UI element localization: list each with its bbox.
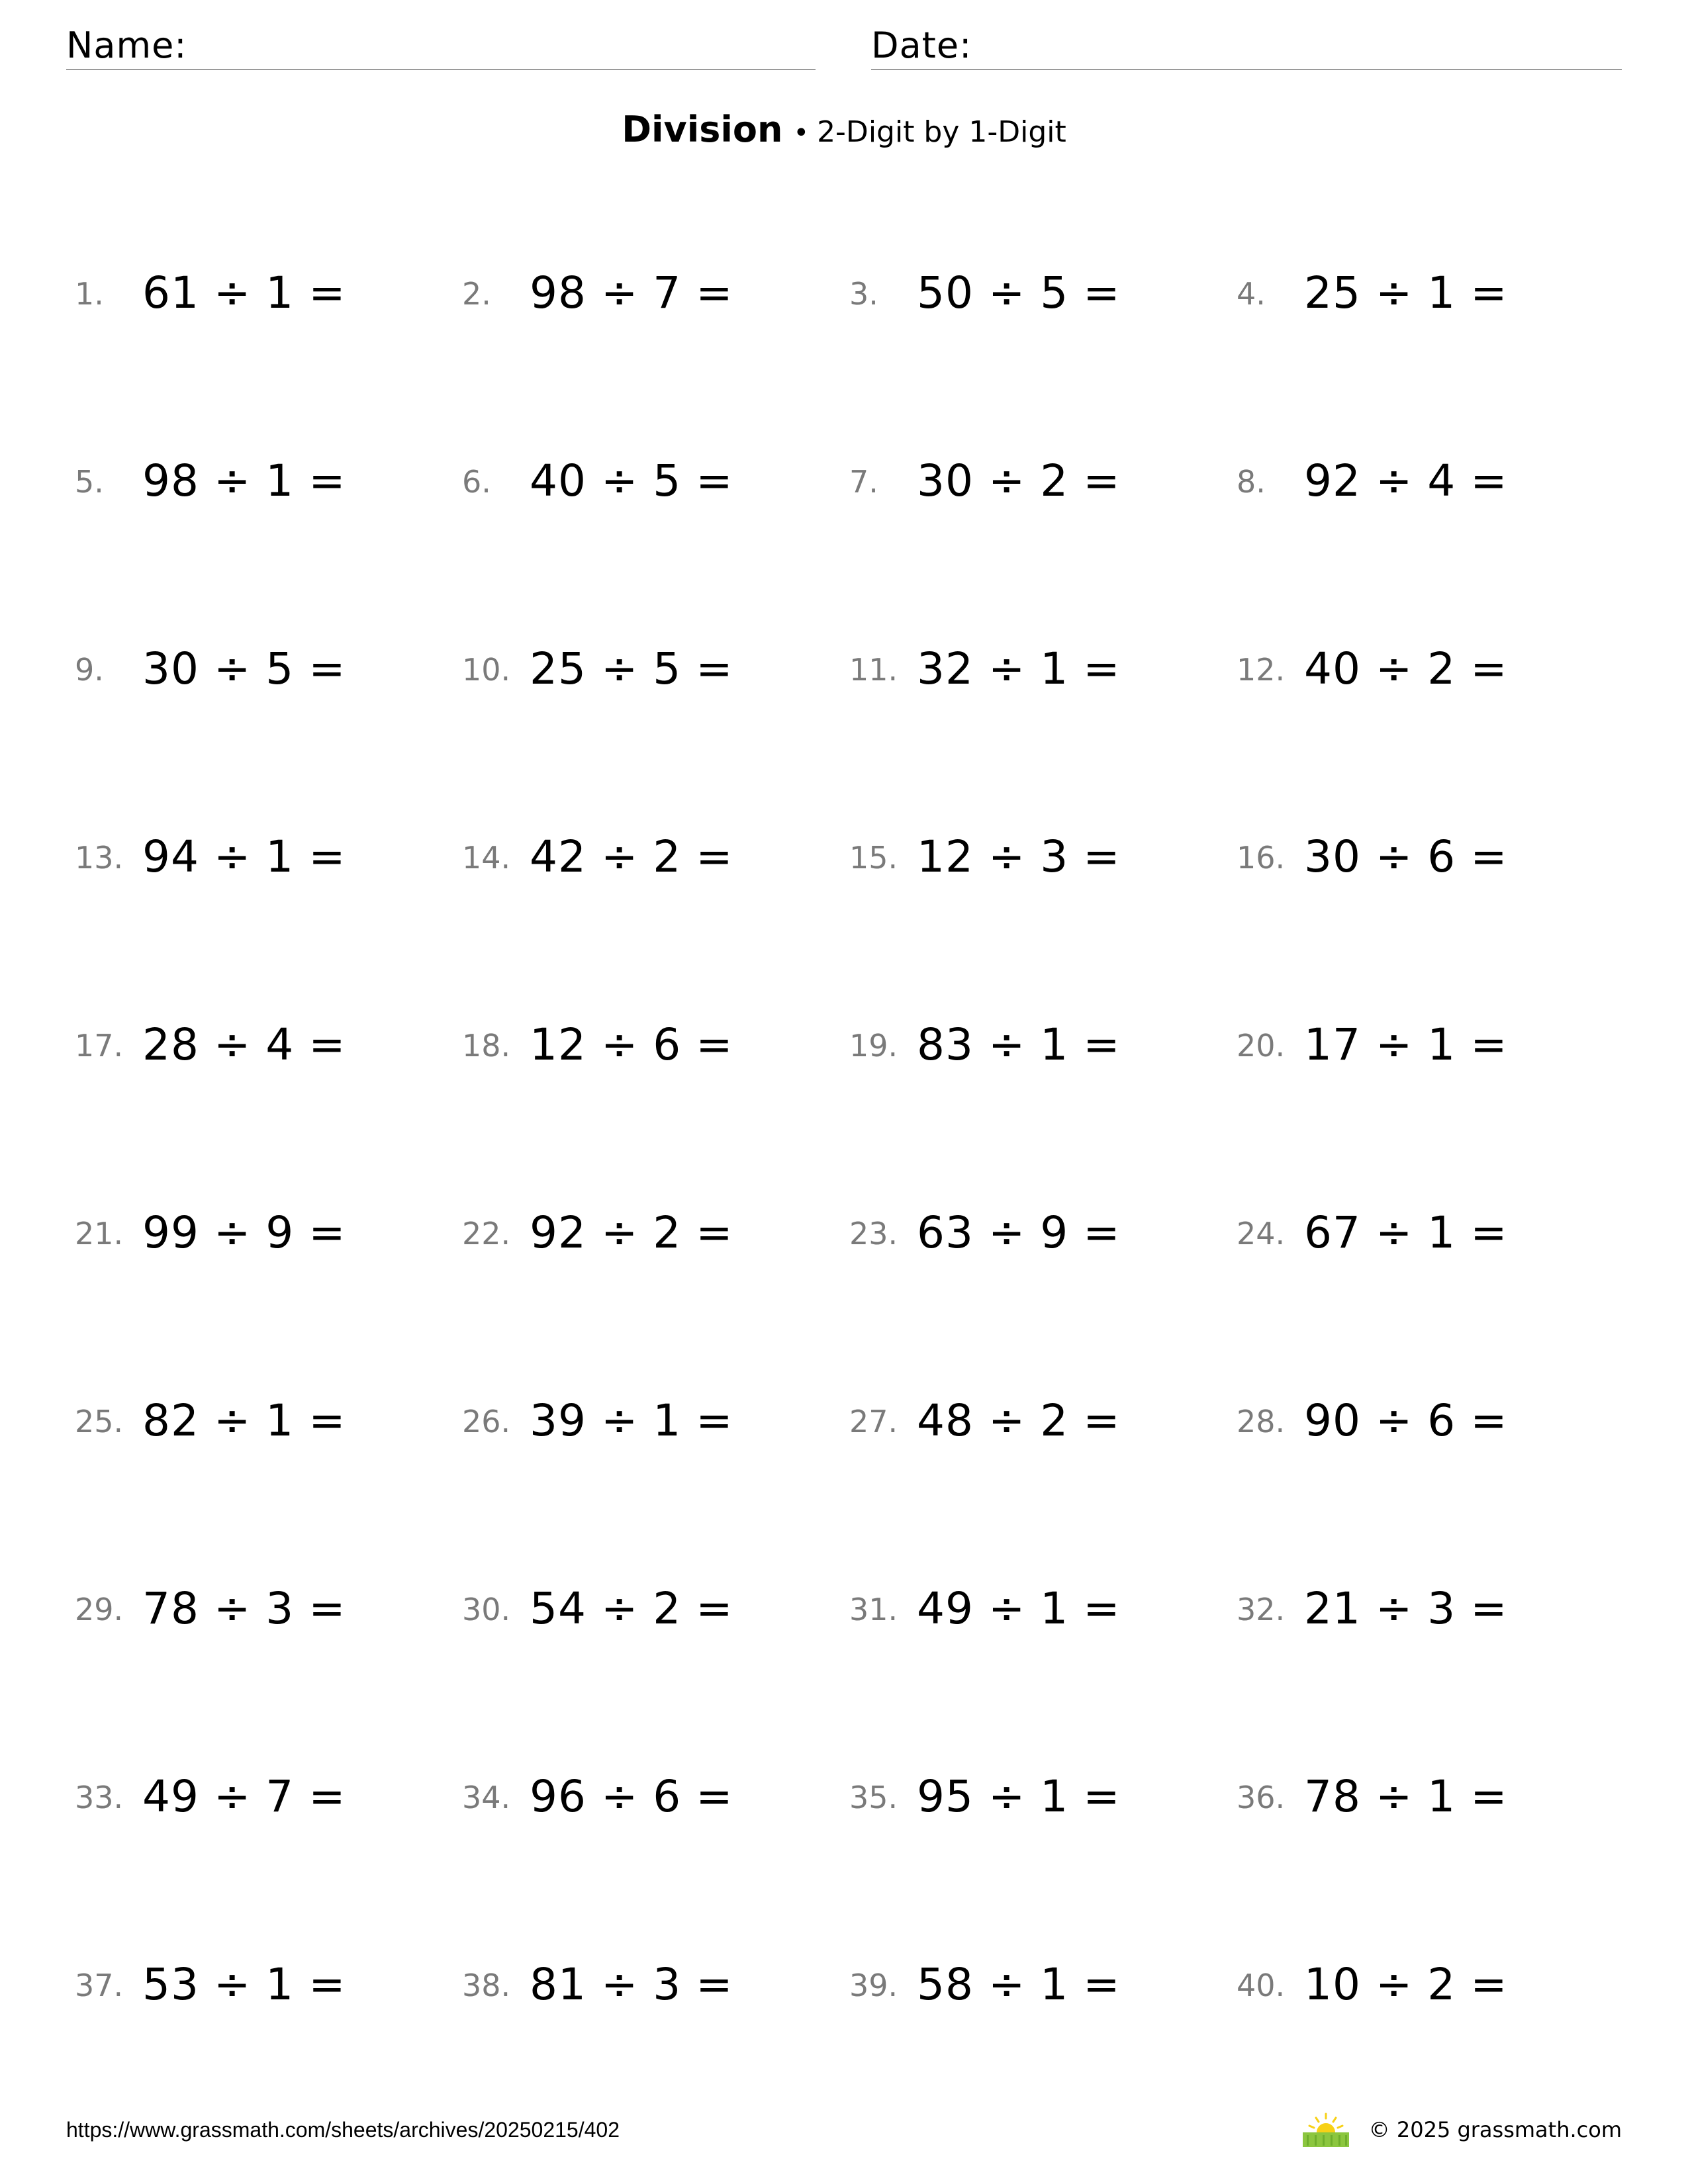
problem-number: 35. xyxy=(849,1780,898,1815)
problem-number: 22. xyxy=(462,1216,511,1251)
problem-expression: 49 ÷ 1 = xyxy=(917,1583,1121,1634)
problem-expression: 83 ÷ 1 = xyxy=(917,1019,1121,1070)
problem-expression: 40 ÷ 5 = xyxy=(530,455,733,506)
problem-expression: 95 ÷ 1 = xyxy=(917,1771,1121,1822)
problem-expression: 32 ÷ 1 = xyxy=(917,643,1121,694)
problem-number: 33. xyxy=(75,1780,124,1815)
problem-number: 13. xyxy=(75,840,124,876)
problem-number: 20. xyxy=(1237,1028,1286,1064)
footer-branding xyxy=(1301,2110,1622,2150)
problem-number: 28. xyxy=(1237,1404,1286,1439)
name-field[interactable] xyxy=(66,23,816,70)
problem-expression: 94 ÷ 1 = xyxy=(142,831,346,882)
problem-number: 27. xyxy=(849,1404,898,1439)
problem-expression: 30 ÷ 2 = xyxy=(917,455,1121,506)
title-subtitle: 2-Digit by 1-Digit xyxy=(817,115,1066,149)
problem-expression: 67 ÷ 1 = xyxy=(1304,1207,1508,1258)
problem-number: 29. xyxy=(75,1592,124,1627)
problem-number: 25. xyxy=(75,1404,124,1439)
name-label: Name: xyxy=(66,24,187,66)
problem-number: 26. xyxy=(462,1404,511,1439)
problem-expression: 40 ÷ 2 = xyxy=(1304,643,1508,694)
worksheet-title xyxy=(0,106,1688,162)
problem-number: 31. xyxy=(849,1592,898,1627)
problem-expression: 82 ÷ 1 = xyxy=(142,1395,346,1446)
problem-expression: 12 ÷ 6 = xyxy=(530,1019,733,1070)
problem-expression: 98 ÷ 1 = xyxy=(142,455,346,506)
problem-number: 32. xyxy=(1237,1592,1286,1627)
problem-number: 14. xyxy=(462,840,511,876)
problem-expression: 49 ÷ 7 = xyxy=(142,1771,346,1822)
problem-number: 2. xyxy=(462,276,491,312)
problem-expression: 92 ÷ 4 = xyxy=(1304,455,1508,506)
problem-number: 5. xyxy=(75,464,104,500)
problem-expression: 12 ÷ 3 = xyxy=(917,831,1121,882)
problem-number: 21. xyxy=(75,1216,124,1251)
problem-expression: 53 ÷ 1 = xyxy=(142,1959,346,2010)
problem-expression: 98 ÷ 7 = xyxy=(530,267,733,318)
problem-number: 39. xyxy=(849,1968,898,2003)
problem-expression: 25 ÷ 5 = xyxy=(530,643,733,694)
problem-number: 11. xyxy=(849,652,898,688)
problem-number: 30. xyxy=(462,1592,511,1627)
problem-number: 24. xyxy=(1237,1216,1286,1251)
problem-number: 15. xyxy=(849,840,898,876)
problem-number: 18. xyxy=(462,1028,511,1064)
problem-expression: 78 ÷ 3 = xyxy=(142,1583,346,1634)
problem-expression: 48 ÷ 2 = xyxy=(917,1395,1121,1446)
problem-expression: 78 ÷ 1 = xyxy=(1304,1771,1508,1822)
date-label: Date: xyxy=(871,24,972,66)
title-separator: • xyxy=(793,118,810,148)
problem-expression: 21 ÷ 3 = xyxy=(1304,1583,1508,1634)
problem-number: 16. xyxy=(1237,840,1286,876)
problem-number: 19. xyxy=(849,1028,898,1064)
problem-expression: 90 ÷ 6 = xyxy=(1304,1395,1508,1446)
problem-expression: 50 ÷ 5 = xyxy=(917,267,1121,318)
problem-expression: 61 ÷ 1 = xyxy=(142,267,346,318)
problem-number: 12. xyxy=(1237,652,1286,688)
problem-number: 6. xyxy=(462,464,491,500)
problem-number: 10. xyxy=(462,652,511,688)
footer-url: https://www.grassmath.com/sheets/archives/20250215/402 xyxy=(66,2118,620,2142)
problem-expression: 92 ÷ 2 = xyxy=(530,1207,733,1258)
problem-number: 1. xyxy=(75,276,104,312)
problem-expression: 30 ÷ 6 = xyxy=(1304,831,1508,882)
date-field[interactable] xyxy=(871,23,1622,70)
problem-expression: 25 ÷ 1 = xyxy=(1304,267,1508,318)
problem-number: 37. xyxy=(75,1968,124,2003)
problem-expression: 39 ÷ 1 = xyxy=(530,1395,733,1446)
problem-expression: 10 ÷ 2 = xyxy=(1304,1959,1508,2010)
problem-expression: 30 ÷ 5 = xyxy=(142,643,346,694)
problem-expression: 28 ÷ 4 = xyxy=(142,1019,346,1070)
problem-expression: 63 ÷ 9 = xyxy=(917,1207,1121,1258)
problem-number: 7. xyxy=(849,464,878,500)
problem-number: 17. xyxy=(75,1028,124,1064)
problem-number: 9. xyxy=(75,652,104,688)
sun-over-grass-icon xyxy=(1301,2111,1350,2148)
problem-expression: 96 ÷ 6 = xyxy=(530,1771,733,1822)
problem-number: 23. xyxy=(849,1216,898,1251)
problem-number: 8. xyxy=(1237,464,1266,500)
problem-number: 34. xyxy=(462,1780,511,1815)
problem-number: 40. xyxy=(1237,1968,1286,2003)
title-main: Division xyxy=(622,109,783,150)
problem-expression: 81 ÷ 3 = xyxy=(530,1959,733,2010)
problem-expression: 17 ÷ 1 = xyxy=(1304,1019,1508,1070)
problem-number: 38. xyxy=(462,1968,511,2003)
problem-expression: 99 ÷ 9 = xyxy=(142,1207,346,1258)
problem-number: 36. xyxy=(1237,1780,1286,1815)
problem-number: 3. xyxy=(849,276,878,312)
problem-number: 4. xyxy=(1237,276,1266,312)
problem-expression: 58 ÷ 1 = xyxy=(917,1959,1121,2010)
copyright: © 2025 grassmath.com xyxy=(1368,2117,1622,2142)
problem-expression: 42 ÷ 2 = xyxy=(530,831,733,882)
problem-expression: 54 ÷ 2 = xyxy=(530,1583,733,1634)
